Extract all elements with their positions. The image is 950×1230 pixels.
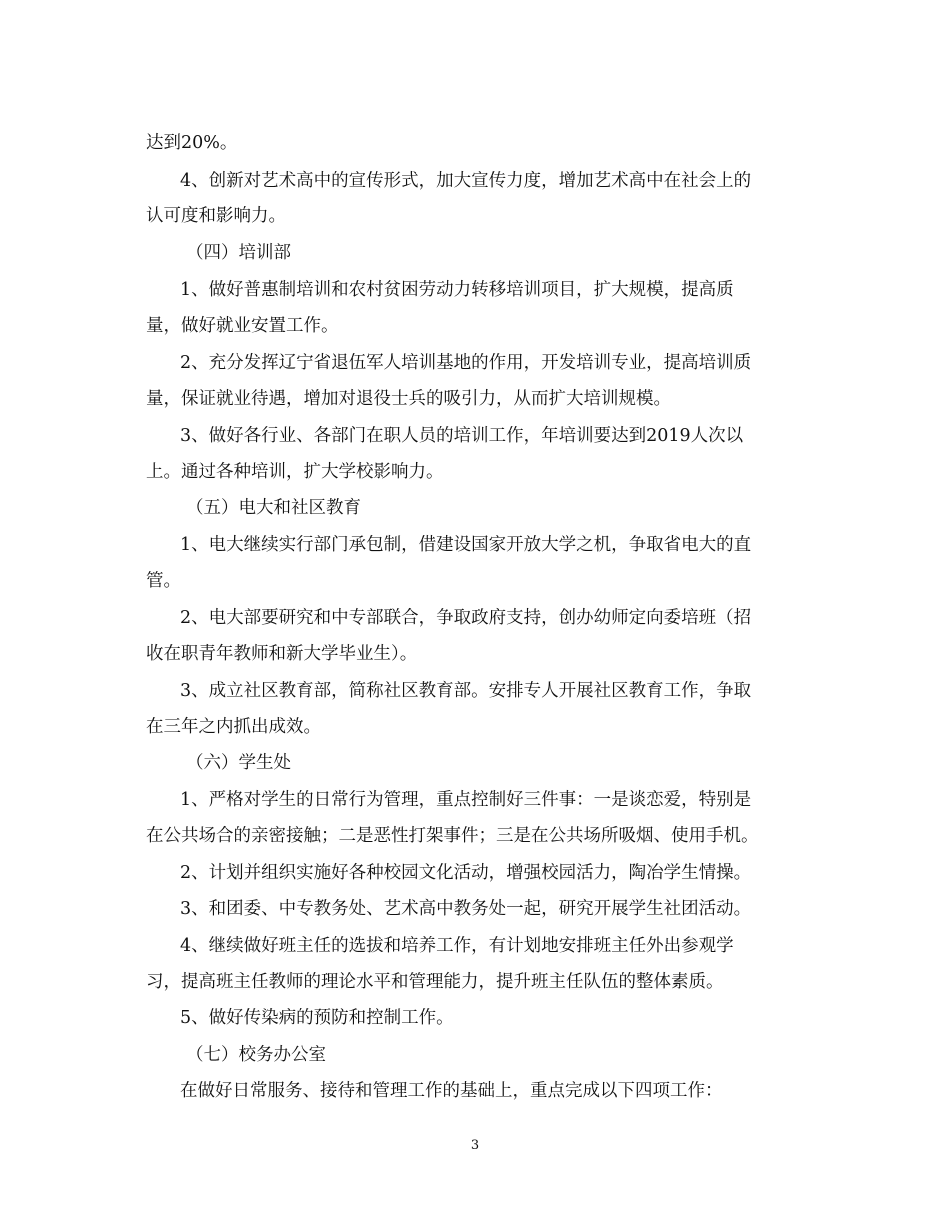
text-line: 习，提高班主任教师的理论水平和管理能力，提升班主任队伍的整体素质。 — [146, 972, 724, 992]
text-line: 管。 — [146, 571, 181, 591]
page-number: 3 — [470, 1138, 480, 1153]
text-line: 收在职青年教师和新大学毕业生）。 — [146, 644, 418, 664]
text-line: 1、做好普惠制培训和农村贫困劳动力转移培训项目，扩大规模，提高质 — [180, 280, 734, 300]
text-line: 4、继续做好班主任的选拔和培养工作，有计划地安排班主任外出参观学 — [180, 936, 734, 956]
section-heading: （五）电大和社区教育 — [186, 498, 361, 518]
text-line: 在三年之内抓出成效。 — [146, 717, 321, 737]
text-line: 1、严格对学生的日常行为管理，重点控制好三件事：一是谈恋爱，特别是 — [180, 790, 752, 810]
text-line: 5、做好传染病的预防和控制工作。 — [180, 1008, 454, 1028]
text-line: 认可度和影响力。 — [146, 206, 286, 226]
text-line: 在公共场合的亲密接触；二是恶性打架事件；三是在公共场所吸烟、使用手机。 — [146, 826, 759, 846]
section-heading: （七）校务办公室 — [186, 1045, 326, 1065]
text-line: 量，做好就业安置工作。 — [146, 316, 339, 336]
text-line: 2、充分发挥辽宁省退伍军人培训基地的作用，开发培训专业，提高培训质 — [180, 353, 752, 373]
text-line: 量，保证就业待遇，增加对退役士兵的吸引力，从而扩大培训规模。 — [146, 389, 671, 409]
text-line: 1、电大继续实行部门承包制，借建设国家开放大学之机，争取省电大的直 — [180, 535, 752, 555]
text-line: 在做好日常服务、接待和管理工作的基础上，重点完成以下四项工作： — [180, 1081, 723, 1101]
text-line: 3、成立社区教育部，简称社区教育部。安排专人开展社区教育工作，争取 — [180, 681, 752, 701]
text-line: 4、创新对艺术高中的宣传形式，加大宣传力度，增加艺术高中在社会上的 — [180, 171, 752, 191]
section-heading: （四）培训部 — [186, 243, 291, 263]
section-heading: （六）学生处 — [186, 753, 291, 773]
text-line: 3、和团委、中专教务处、艺术高中教务处一起，研究开展学生社团活动。 — [180, 899, 752, 919]
text-line: 3、做好各行业、各部门在职人员的培训工作，年培训要达到2019人次以 — [180, 426, 744, 446]
text-line: 达到20%。 — [146, 133, 238, 153]
text-line: 2、电大部要研究和中专部联合，争取政府支持，创办幼师定向委培班（招 — [180, 608, 752, 628]
text-line: 上。通过各种培训，扩大学校影响力。 — [146, 462, 444, 482]
text-line: 2、计划并组织实施好各种校园文化活动，增强校园活力，陶冶学生情操。 — [180, 863, 752, 883]
